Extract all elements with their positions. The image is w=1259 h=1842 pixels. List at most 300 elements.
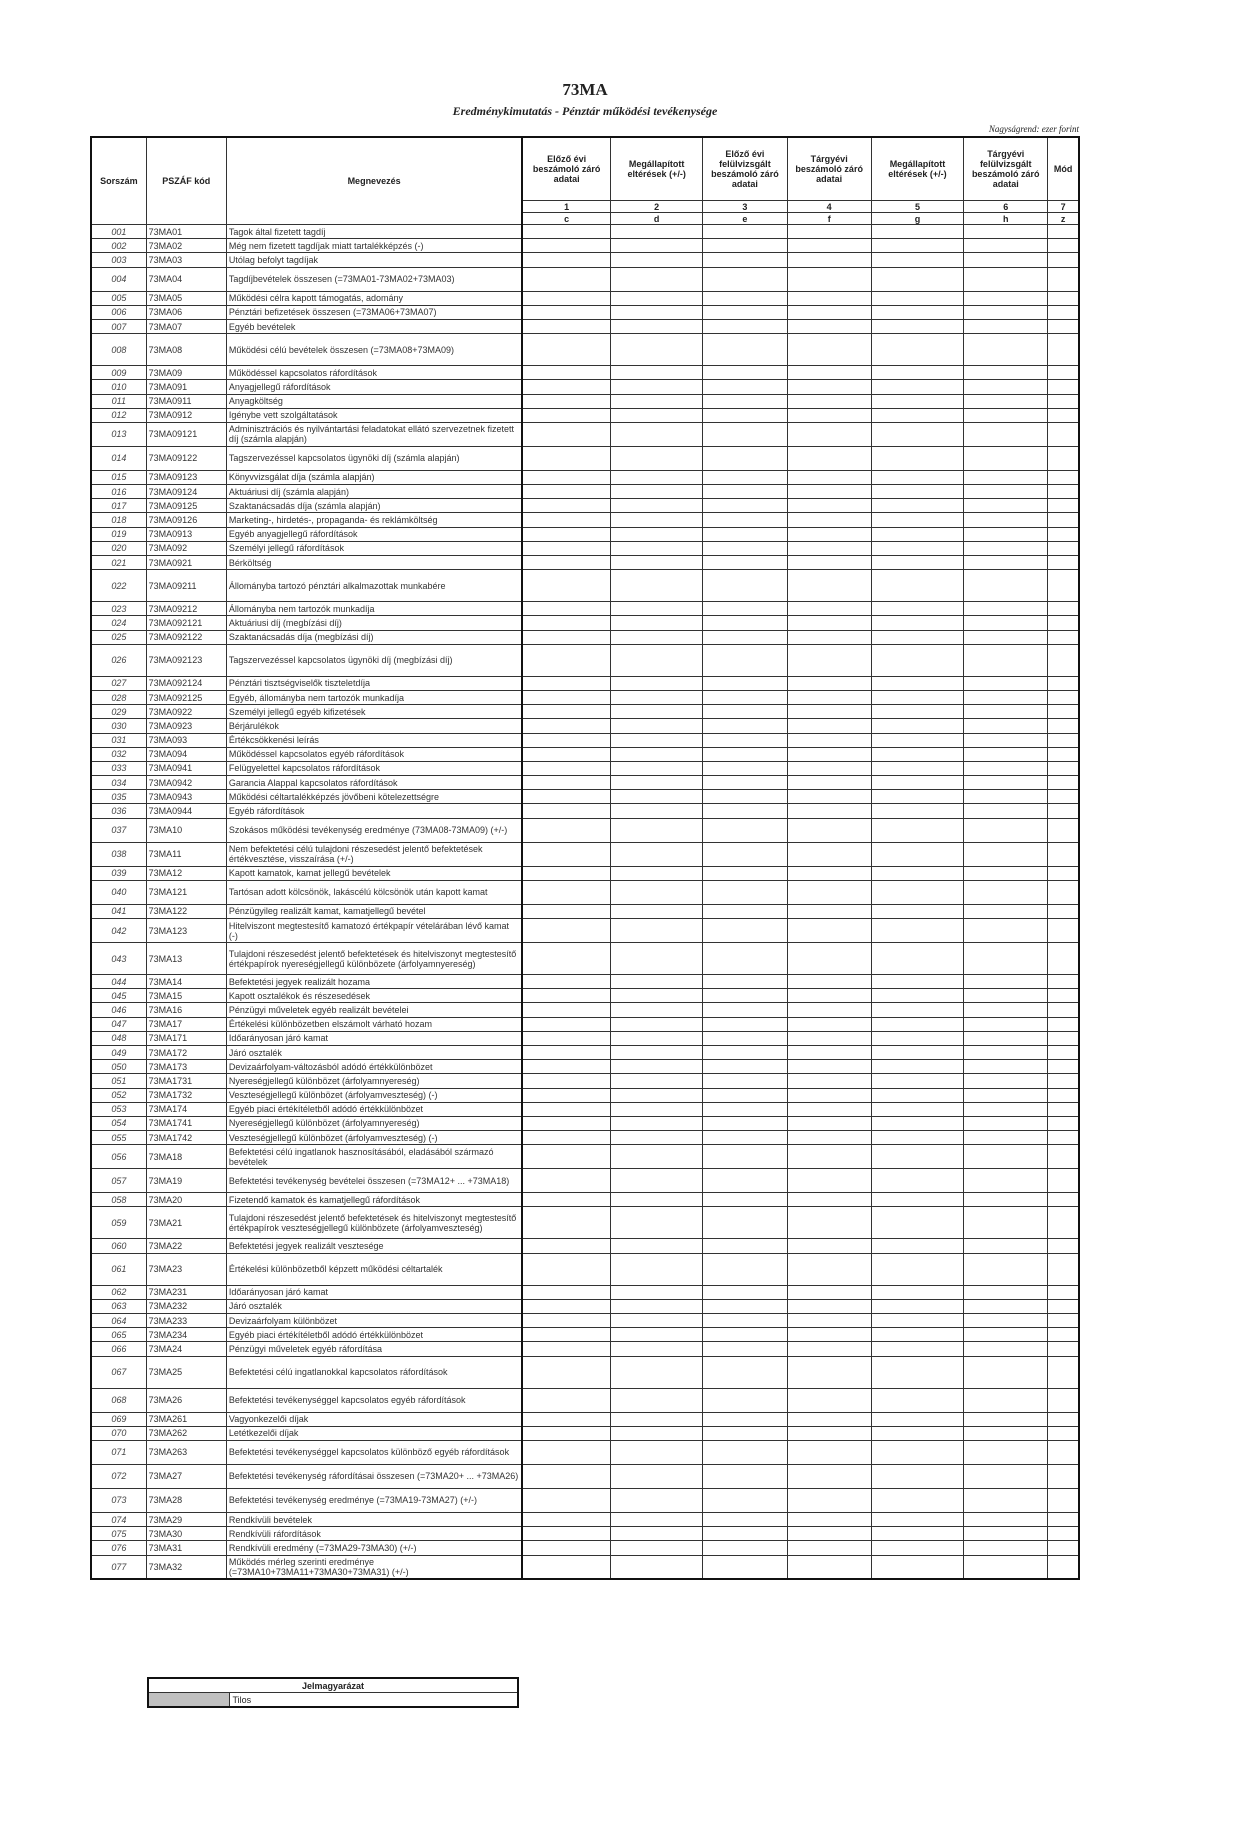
- value-cell[interactable]: [1048, 1527, 1079, 1541]
- value-cell[interactable]: [703, 1314, 787, 1328]
- value-cell[interactable]: [522, 556, 610, 570]
- value-cell[interactable]: [522, 690, 610, 704]
- value-cell[interactable]: [787, 1527, 871, 1541]
- value-cell[interactable]: [703, 1342, 787, 1356]
- value-cell[interactable]: [787, 305, 871, 319]
- value-cell[interactable]: [703, 1060, 787, 1074]
- value-cell[interactable]: [522, 408, 610, 422]
- value-cell[interactable]: [611, 761, 703, 775]
- value-cell[interactable]: [1048, 225, 1079, 239]
- value-cell[interactable]: [611, 570, 703, 602]
- value-cell[interactable]: [871, 705, 963, 719]
- value-cell[interactable]: [522, 1299, 610, 1313]
- value-cell[interactable]: [611, 676, 703, 690]
- value-cell[interactable]: [787, 1440, 871, 1464]
- value-cell[interactable]: [787, 1131, 871, 1145]
- value-cell[interactable]: [964, 556, 1048, 570]
- value-cell[interactable]: [964, 1440, 1048, 1464]
- value-cell[interactable]: [611, 644, 703, 676]
- value-cell[interactable]: [787, 1412, 871, 1426]
- value-cell[interactable]: [1048, 818, 1079, 842]
- value-cell[interactable]: [787, 1388, 871, 1412]
- value-cell[interactable]: [611, 485, 703, 499]
- value-cell[interactable]: [703, 690, 787, 704]
- value-cell[interactable]: [1048, 1299, 1079, 1313]
- value-cell[interactable]: [703, 1074, 787, 1088]
- value-cell[interactable]: [611, 842, 703, 866]
- value-cell[interactable]: [871, 719, 963, 733]
- value-cell[interactable]: [703, 1003, 787, 1017]
- value-cell[interactable]: [522, 1285, 610, 1299]
- value-cell[interactable]: [787, 408, 871, 422]
- value-cell[interactable]: [1048, 842, 1079, 866]
- value-cell[interactable]: [522, 1412, 610, 1426]
- value-cell[interactable]: [871, 630, 963, 644]
- value-cell[interactable]: [522, 422, 610, 446]
- value-cell[interactable]: [522, 761, 610, 775]
- value-cell[interactable]: [703, 1193, 787, 1207]
- value-cell[interactable]: [871, 1527, 963, 1541]
- value-cell[interactable]: [871, 1555, 963, 1579]
- value-cell[interactable]: [787, 499, 871, 513]
- value-cell[interactable]: [522, 1541, 610, 1555]
- value-cell[interactable]: [964, 616, 1048, 630]
- value-cell[interactable]: [703, 446, 787, 470]
- value-cell[interactable]: [964, 975, 1048, 989]
- value-cell[interactable]: [787, 446, 871, 470]
- value-cell[interactable]: [787, 1169, 871, 1193]
- value-cell[interactable]: [1048, 1426, 1079, 1440]
- value-cell[interactable]: [787, 804, 871, 818]
- value-cell[interactable]: [1048, 1003, 1079, 1017]
- value-cell[interactable]: [787, 747, 871, 761]
- value-cell[interactable]: [964, 253, 1048, 267]
- value-cell[interactable]: [1048, 380, 1079, 394]
- value-cell[interactable]: [1048, 541, 1079, 555]
- value-cell[interactable]: [787, 630, 871, 644]
- value-cell[interactable]: [703, 239, 787, 253]
- value-cell[interactable]: [787, 975, 871, 989]
- value-cell[interactable]: [787, 541, 871, 555]
- value-cell[interactable]: [871, 1253, 963, 1285]
- value-cell[interactable]: [522, 334, 610, 366]
- value-cell[interactable]: [1048, 253, 1079, 267]
- value-cell[interactable]: [871, 1088, 963, 1102]
- value-cell[interactable]: [611, 1512, 703, 1526]
- value-cell[interactable]: [1048, 1328, 1079, 1342]
- value-cell[interactable]: [522, 1342, 610, 1356]
- value-cell[interactable]: [703, 705, 787, 719]
- value-cell[interactable]: [1048, 1342, 1079, 1356]
- value-cell[interactable]: [522, 1464, 610, 1488]
- value-cell[interactable]: [871, 1207, 963, 1239]
- value-cell[interactable]: [703, 1527, 787, 1541]
- value-cell[interactable]: [871, 556, 963, 570]
- value-cell[interactable]: [964, 989, 1048, 1003]
- value-cell[interactable]: [522, 842, 610, 866]
- value-cell[interactable]: [964, 1031, 1048, 1045]
- value-cell[interactable]: [703, 804, 787, 818]
- value-cell[interactable]: [611, 989, 703, 1003]
- value-cell[interactable]: [787, 1060, 871, 1074]
- value-cell[interactable]: [871, 1464, 963, 1488]
- value-cell[interactable]: [1048, 1060, 1079, 1074]
- value-cell[interactable]: [964, 1193, 1048, 1207]
- value-cell[interactable]: [522, 527, 610, 541]
- value-cell[interactable]: [703, 919, 787, 943]
- value-cell[interactable]: [522, 602, 610, 616]
- value-cell[interactable]: [1048, 1031, 1079, 1045]
- value-cell[interactable]: [787, 1426, 871, 1440]
- value-cell[interactable]: [871, 239, 963, 253]
- value-cell[interactable]: [787, 225, 871, 239]
- value-cell[interactable]: [787, 616, 871, 630]
- value-cell[interactable]: [787, 842, 871, 866]
- value-cell[interactable]: [1048, 513, 1079, 527]
- value-cell[interactable]: [871, 1116, 963, 1130]
- value-cell[interactable]: [611, 904, 703, 918]
- value-cell[interactable]: [1048, 527, 1079, 541]
- value-cell[interactable]: [787, 1193, 871, 1207]
- value-cell[interactable]: [611, 705, 703, 719]
- value-cell[interactable]: [964, 470, 1048, 484]
- value-cell[interactable]: [1048, 334, 1079, 366]
- value-cell[interactable]: [703, 719, 787, 733]
- value-cell[interactable]: [871, 943, 963, 975]
- value-cell[interactable]: [611, 1239, 703, 1253]
- value-cell[interactable]: [1048, 1512, 1079, 1526]
- value-cell[interactable]: [611, 975, 703, 989]
- value-cell[interactable]: [964, 1116, 1048, 1130]
- value-cell[interactable]: [964, 719, 1048, 733]
- value-cell[interactable]: [787, 1017, 871, 1031]
- value-cell[interactable]: [703, 499, 787, 513]
- value-cell[interactable]: [964, 1207, 1048, 1239]
- value-cell[interactable]: [522, 225, 610, 239]
- value-cell[interactable]: [703, 1541, 787, 1555]
- value-cell[interactable]: [964, 943, 1048, 975]
- value-cell[interactable]: [964, 305, 1048, 319]
- value-cell[interactable]: [522, 1328, 610, 1342]
- value-cell[interactable]: [703, 1488, 787, 1512]
- value-cell[interactable]: [522, 1017, 610, 1031]
- value-cell[interactable]: [703, 1299, 787, 1313]
- value-cell[interactable]: [703, 1102, 787, 1116]
- value-cell[interactable]: [522, 1045, 610, 1059]
- value-cell[interactable]: [703, 733, 787, 747]
- value-cell[interactable]: [703, 1426, 787, 1440]
- value-cell[interactable]: [871, 842, 963, 866]
- value-cell[interactable]: [787, 880, 871, 904]
- value-cell[interactable]: [703, 790, 787, 804]
- value-cell[interactable]: [964, 1145, 1048, 1169]
- value-cell[interactable]: [611, 239, 703, 253]
- value-cell[interactable]: [611, 470, 703, 484]
- value-cell[interactable]: [787, 1488, 871, 1512]
- value-cell[interactable]: [787, 690, 871, 704]
- value-cell[interactable]: [611, 499, 703, 513]
- value-cell[interactable]: [871, 408, 963, 422]
- value-cell[interactable]: [611, 733, 703, 747]
- value-cell[interactable]: [964, 705, 1048, 719]
- value-cell[interactable]: [703, 747, 787, 761]
- value-cell[interactable]: [611, 1145, 703, 1169]
- value-cell[interactable]: [871, 1131, 963, 1145]
- value-cell[interactable]: [964, 804, 1048, 818]
- value-cell[interactable]: [703, 291, 787, 305]
- value-cell[interactable]: [522, 446, 610, 470]
- value-cell[interactable]: [1048, 1169, 1079, 1193]
- value-cell[interactable]: [787, 394, 871, 408]
- value-cell[interactable]: [1048, 1253, 1079, 1285]
- value-cell[interactable]: [611, 305, 703, 319]
- value-cell[interactable]: [611, 1031, 703, 1045]
- value-cell[interactable]: [787, 776, 871, 790]
- value-cell[interactable]: [787, 818, 871, 842]
- value-cell[interactable]: [871, 470, 963, 484]
- value-cell[interactable]: [787, 943, 871, 975]
- value-cell[interactable]: [964, 919, 1048, 943]
- value-cell[interactable]: [611, 446, 703, 470]
- value-cell[interactable]: [871, 1314, 963, 1328]
- value-cell[interactable]: [871, 513, 963, 527]
- value-cell[interactable]: [1048, 556, 1079, 570]
- value-cell[interactable]: [964, 319, 1048, 333]
- value-cell[interactable]: [703, 1116, 787, 1130]
- value-cell[interactable]: [611, 1207, 703, 1239]
- value-cell[interactable]: [522, 1003, 610, 1017]
- value-cell[interactable]: [1048, 485, 1079, 499]
- value-cell[interactable]: [871, 1412, 963, 1426]
- value-cell[interactable]: [611, 690, 703, 704]
- value-cell[interactable]: [703, 602, 787, 616]
- value-cell[interactable]: [787, 1088, 871, 1102]
- value-cell[interactable]: [1048, 975, 1079, 989]
- value-cell[interactable]: [1048, 570, 1079, 602]
- value-cell[interactable]: [703, 676, 787, 690]
- value-cell[interactable]: [787, 1207, 871, 1239]
- value-cell[interactable]: [1048, 880, 1079, 904]
- value-cell[interactable]: [871, 790, 963, 804]
- value-cell[interactable]: [871, 570, 963, 602]
- value-cell[interactable]: [611, 1328, 703, 1342]
- value-cell[interactable]: [1048, 1541, 1079, 1555]
- value-cell[interactable]: [787, 676, 871, 690]
- value-cell[interactable]: [611, 1541, 703, 1555]
- value-cell[interactable]: [871, 366, 963, 380]
- value-cell[interactable]: [964, 1017, 1048, 1031]
- value-cell[interactable]: [871, 804, 963, 818]
- value-cell[interactable]: [522, 1102, 610, 1116]
- value-cell[interactable]: [522, 1488, 610, 1512]
- value-cell[interactable]: [611, 1426, 703, 1440]
- value-cell[interactable]: [611, 1488, 703, 1512]
- value-cell[interactable]: [1048, 943, 1079, 975]
- value-cell[interactable]: [522, 267, 610, 291]
- value-cell[interactable]: [787, 790, 871, 804]
- value-cell[interactable]: [522, 616, 610, 630]
- value-cell[interactable]: [871, 1285, 963, 1299]
- value-cell[interactable]: [964, 1488, 1048, 1512]
- value-cell[interactable]: [522, 818, 610, 842]
- value-cell[interactable]: [611, 1527, 703, 1541]
- value-cell[interactable]: [611, 1045, 703, 1059]
- value-cell[interactable]: [522, 470, 610, 484]
- value-cell[interactable]: [964, 422, 1048, 446]
- value-cell[interactable]: [871, 818, 963, 842]
- value-cell[interactable]: [787, 1074, 871, 1088]
- value-cell[interactable]: [871, 1003, 963, 1017]
- value-cell[interactable]: [522, 319, 610, 333]
- value-cell[interactable]: [964, 1253, 1048, 1285]
- value-cell[interactable]: [703, 1512, 787, 1526]
- value-cell[interactable]: [964, 1003, 1048, 1017]
- value-cell[interactable]: [522, 943, 610, 975]
- value-cell[interactable]: [871, 975, 963, 989]
- value-cell[interactable]: [522, 570, 610, 602]
- value-cell[interactable]: [1048, 705, 1079, 719]
- value-cell[interactable]: [964, 1045, 1048, 1059]
- value-cell[interactable]: [522, 499, 610, 513]
- value-cell[interactable]: [871, 602, 963, 616]
- value-cell[interactable]: [871, 1239, 963, 1253]
- value-cell[interactable]: [611, 790, 703, 804]
- value-cell[interactable]: [964, 1464, 1048, 1488]
- value-cell[interactable]: [703, 556, 787, 570]
- value-cell[interactable]: [703, 1440, 787, 1464]
- value-cell[interactable]: [787, 366, 871, 380]
- value-cell[interactable]: [964, 1527, 1048, 1541]
- value-cell[interactable]: [787, 919, 871, 943]
- value-cell[interactable]: [787, 513, 871, 527]
- value-cell[interactable]: [522, 880, 610, 904]
- value-cell[interactable]: [787, 239, 871, 253]
- value-cell[interactable]: [1048, 1088, 1079, 1102]
- value-cell[interactable]: [964, 485, 1048, 499]
- value-cell[interactable]: [611, 1088, 703, 1102]
- value-cell[interactable]: [964, 225, 1048, 239]
- value-cell[interactable]: [871, 1541, 963, 1555]
- value-cell[interactable]: [964, 1388, 1048, 1412]
- value-cell[interactable]: [964, 1299, 1048, 1313]
- value-cell[interactable]: [871, 1145, 963, 1169]
- value-cell[interactable]: [871, 1060, 963, 1074]
- value-cell[interactable]: [611, 943, 703, 975]
- value-cell[interactable]: [522, 1512, 610, 1526]
- value-cell[interactable]: [787, 866, 871, 880]
- value-cell[interactable]: [1048, 616, 1079, 630]
- value-cell[interactable]: [1048, 1488, 1079, 1512]
- value-cell[interactable]: [964, 1412, 1048, 1426]
- value-cell[interactable]: [522, 1031, 610, 1045]
- value-cell[interactable]: [787, 1342, 871, 1356]
- value-cell[interactable]: [703, 267, 787, 291]
- value-cell[interactable]: [703, 1145, 787, 1169]
- value-cell[interactable]: [787, 1045, 871, 1059]
- value-cell[interactable]: [522, 513, 610, 527]
- value-cell[interactable]: [964, 446, 1048, 470]
- value-cell[interactable]: [1048, 904, 1079, 918]
- value-cell[interactable]: [871, 1488, 963, 1512]
- value-cell[interactable]: [964, 1426, 1048, 1440]
- value-cell[interactable]: [1048, 761, 1079, 775]
- value-cell[interactable]: [787, 1464, 871, 1488]
- value-cell[interactable]: [787, 1356, 871, 1388]
- value-cell[interactable]: [1048, 676, 1079, 690]
- value-cell[interactable]: [787, 1512, 871, 1526]
- value-cell[interactable]: [1048, 366, 1079, 380]
- value-cell[interactable]: [787, 719, 871, 733]
- value-cell[interactable]: [703, 422, 787, 446]
- value-cell[interactable]: [611, 602, 703, 616]
- value-cell[interactable]: [703, 470, 787, 484]
- value-cell[interactable]: [871, 1342, 963, 1356]
- value-cell[interactable]: [611, 1169, 703, 1193]
- value-cell[interactable]: [1048, 499, 1079, 513]
- value-cell[interactable]: [964, 690, 1048, 704]
- value-cell[interactable]: [1048, 790, 1079, 804]
- value-cell[interactable]: [611, 1074, 703, 1088]
- value-cell[interactable]: [871, 334, 963, 366]
- value-cell[interactable]: [964, 790, 1048, 804]
- value-cell[interactable]: [787, 1555, 871, 1579]
- value-cell[interactable]: [703, 616, 787, 630]
- value-cell[interactable]: [703, 1253, 787, 1285]
- value-cell[interactable]: [964, 818, 1048, 842]
- value-cell[interactable]: [1048, 1285, 1079, 1299]
- value-cell[interactable]: [703, 1555, 787, 1579]
- value-cell[interactable]: [522, 1088, 610, 1102]
- value-cell[interactable]: [871, 527, 963, 541]
- value-cell[interactable]: [964, 1060, 1048, 1074]
- value-cell[interactable]: [964, 408, 1048, 422]
- value-cell[interactable]: [964, 1314, 1048, 1328]
- value-cell[interactable]: [787, 470, 871, 484]
- value-cell[interactable]: [871, 267, 963, 291]
- value-cell[interactable]: [964, 1285, 1048, 1299]
- value-cell[interactable]: [611, 1356, 703, 1388]
- value-cell[interactable]: [703, 1017, 787, 1031]
- value-cell[interactable]: [871, 1102, 963, 1116]
- value-cell[interactable]: [964, 842, 1048, 866]
- value-cell[interactable]: [1048, 470, 1079, 484]
- value-cell[interactable]: [703, 319, 787, 333]
- value-cell[interactable]: [611, 1131, 703, 1145]
- value-cell[interactable]: [871, 1169, 963, 1193]
- value-cell[interactable]: [522, 1440, 610, 1464]
- value-cell[interactable]: [703, 541, 787, 555]
- value-cell[interactable]: [703, 1088, 787, 1102]
- value-cell[interactable]: [1048, 776, 1079, 790]
- value-cell[interactable]: [703, 904, 787, 918]
- value-cell[interactable]: [611, 1314, 703, 1328]
- value-cell[interactable]: [964, 394, 1048, 408]
- value-cell[interactable]: [964, 570, 1048, 602]
- value-cell[interactable]: [964, 1102, 1048, 1116]
- value-cell[interactable]: [522, 804, 610, 818]
- value-cell[interactable]: [964, 1512, 1048, 1526]
- value-cell[interactable]: [871, 305, 963, 319]
- value-cell[interactable]: [871, 225, 963, 239]
- value-cell[interactable]: [611, 1464, 703, 1488]
- value-cell[interactable]: [1048, 866, 1079, 880]
- value-cell[interactable]: [871, 1426, 963, 1440]
- value-cell[interactable]: [522, 291, 610, 305]
- value-cell[interactable]: [703, 1131, 787, 1145]
- value-cell[interactable]: [1048, 989, 1079, 1003]
- value-cell[interactable]: [787, 267, 871, 291]
- value-cell[interactable]: [871, 1440, 963, 1464]
